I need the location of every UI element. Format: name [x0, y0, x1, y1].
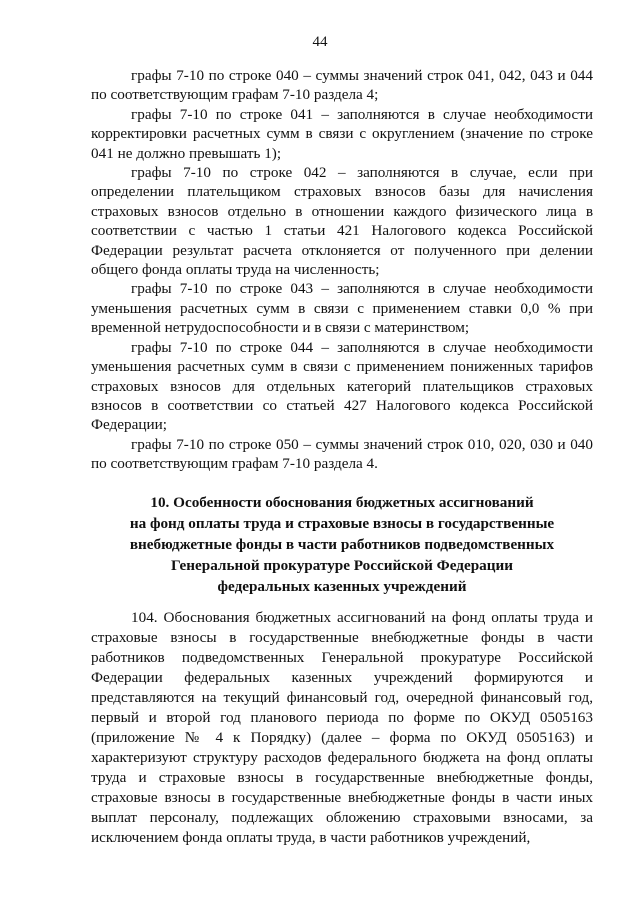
paragraph-line-050: графы 7-10 по строке 050 – суммы значений строк 010, 020, 030 и 040 по соответствующим графам 7-10 раздела 4.	[91, 435, 593, 473]
section-heading-line: Генеральной прокуратуре Российской Федерации	[171, 557, 513, 574]
page-number: 44	[312, 34, 328, 50]
section-heading-line: внебюджетные фонды в части работников подведомственных	[129, 536, 555, 553]
paragraph-line-041: графы 7-10 по строке 041 – заполняются в случае необходимости корректировки расчетных сумм в связи с округлением (значение по строке 041 не должно превышать 1);	[91, 105, 593, 162]
instructions-text	[91, 66, 593, 474]
section-heading	[91, 492, 593, 597]
section-heading-line: федеральных казенных учреждений	[217, 578, 467, 595]
paragraph-104: 104. Обоснования бюджетных ассигнований на фонд оплаты труда и страховые взносы в государственные внебюджетные фонды в части работников подведомственных Генеральной прокуратуре Российской Федерации федеральных казенных учреждений формируются и представляются на текущий финансовый год, очередной финансовый год, первый и второй год планового периода по форме по ОКУД 0505163 (приложение № 4 к Порядку) (далее – форма по ОКУД 0505163) и характеризуют структуру расходов федерального бюджета на фонд оплаты труда и страховые взносы в государственные внебюджетные фонды, страховые взносы в государственные внебюджетные фонды в части иных выплат персоналу, подлежащих обложению страховыми взносами, за исключением фонда оплаты труда, в части работников учреждений,	[91, 609, 593, 846]
section-body	[91, 608, 593, 848]
paragraph-line-040: графы 7-10 по строке 040 – суммы значений строк 041, 042, 043 и 044 по соответствующим графам 7-10 раздела 4;	[91, 67, 593, 104]
section-heading-line: 10. Особенности обоснования бюджетных ассигнований	[150, 494, 534, 511]
paragraph-line-044: графы 7-10 по строке 044 – заполняются в случае необходимости уменьшения расчетных сумм в связи с применением пониженных тарифов страховых взносов для отдельных категорий плательщиков страховых взносов в соответствии со статьей 427 Налогового кодекса Российской Федерации;	[91, 338, 593, 434]
paragraph-line-042: графы 7-10 по строке 042 – заполняются в случае, если при определении плательщиком страховых взносов базы для начисления страховых взносов отдельно в отношении каждого физического лица в соответствии с частью 1 статьи 421 Налогового кодекса Российской Федерации результат расчета отклоняется от полученного при делении общего фонда оплаты труда на численность;	[91, 164, 593, 279]
section-heading-line: на фонд оплаты труда и страховые взносы в государственные	[129, 515, 555, 532]
paragraph-line-043: графы 7-10 по строке 043 – заполняются в случае необходимости уменьшения расчетных сумм в связи с применением ставки 0,0 % при временной нетрудоспособности и в связи с материнством;	[91, 280, 593, 337]
